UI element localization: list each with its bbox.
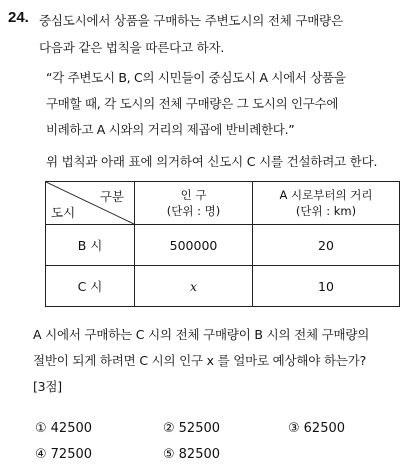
data-table xyxy=(45,181,400,307)
choice-4[interactable] xyxy=(35,447,92,462)
table-row xyxy=(46,225,400,266)
header-distance xyxy=(253,182,400,225)
table-row xyxy=(46,266,400,307)
choice-mark: ① xyxy=(35,421,47,436)
choice-value: 72500 xyxy=(50,447,93,462)
header-distance-title: A 시로부터의 거리 xyxy=(279,188,373,202)
choice-1[interactable] xyxy=(35,421,92,436)
ask-text-line2: 절반이 되게 하려면 C 시의 인구 x 를 얼마로 예상해야 하는가? xyxy=(33,353,367,368)
rule-quote-line3: 비례하고 A 시와의 거리의 제곱에 반비례한다.” xyxy=(46,122,295,137)
choice-mark: ⑤ xyxy=(163,447,175,462)
ask-text-line1: A 시에서 구매하는 C 시의 전체 구매량이 B 시의 전체 구매량의 xyxy=(33,327,370,342)
choice-mark: ③ xyxy=(288,421,300,436)
header-category-label: 구분 xyxy=(99,189,124,204)
intro-text-line1: 중심도시에서 상품을 구매하는 주변도시의 전체 구매량은 xyxy=(39,13,343,28)
choice-3[interactable] xyxy=(288,421,345,436)
header-city-label: 도시 xyxy=(51,205,76,220)
row-population: 500000 xyxy=(135,225,253,266)
rule-quote-line2: 구매할 때, 각 도시의 전체 구매량은 그 도시의 인구수에 xyxy=(46,96,339,111)
header-population xyxy=(135,182,253,225)
rule-quote-line1: “각 주변도시 B, C의 시민들이 중심도시 A 시에서 상품을 xyxy=(46,70,346,85)
row-distance: 20 xyxy=(253,225,400,266)
row-distance: 10 xyxy=(253,266,400,307)
question-number: 24. xyxy=(8,9,29,26)
header-distance-unit: (단위 : km) xyxy=(295,204,357,218)
choice-mark: ④ xyxy=(35,447,47,462)
choice-mark: ② xyxy=(163,421,175,436)
row-city: B 시 xyxy=(46,225,135,266)
row-population: x xyxy=(135,266,253,307)
context-text: 위 법칙과 아래 표에 의거하여 신도시 C 시를 건설하려고 한다. xyxy=(46,154,378,169)
choice-value: 82500 xyxy=(178,447,221,462)
points-label: [3점] xyxy=(33,379,62,394)
choice-value: 42500 xyxy=(50,421,93,436)
choice-value: 62500 xyxy=(303,421,346,436)
row-city: C 시 xyxy=(46,266,135,307)
header-population-unit: (단위 : 명) xyxy=(166,204,221,218)
choice-2[interactable] xyxy=(163,421,220,436)
choice-value: 52500 xyxy=(178,421,221,436)
header-population-title: 인 구 xyxy=(180,188,207,202)
intro-text-line2: 다음과 같은 법칙을 따른다고 하자. xyxy=(39,40,225,55)
choice-5[interactable] xyxy=(163,447,220,462)
header-diagonal-cell xyxy=(46,182,135,225)
